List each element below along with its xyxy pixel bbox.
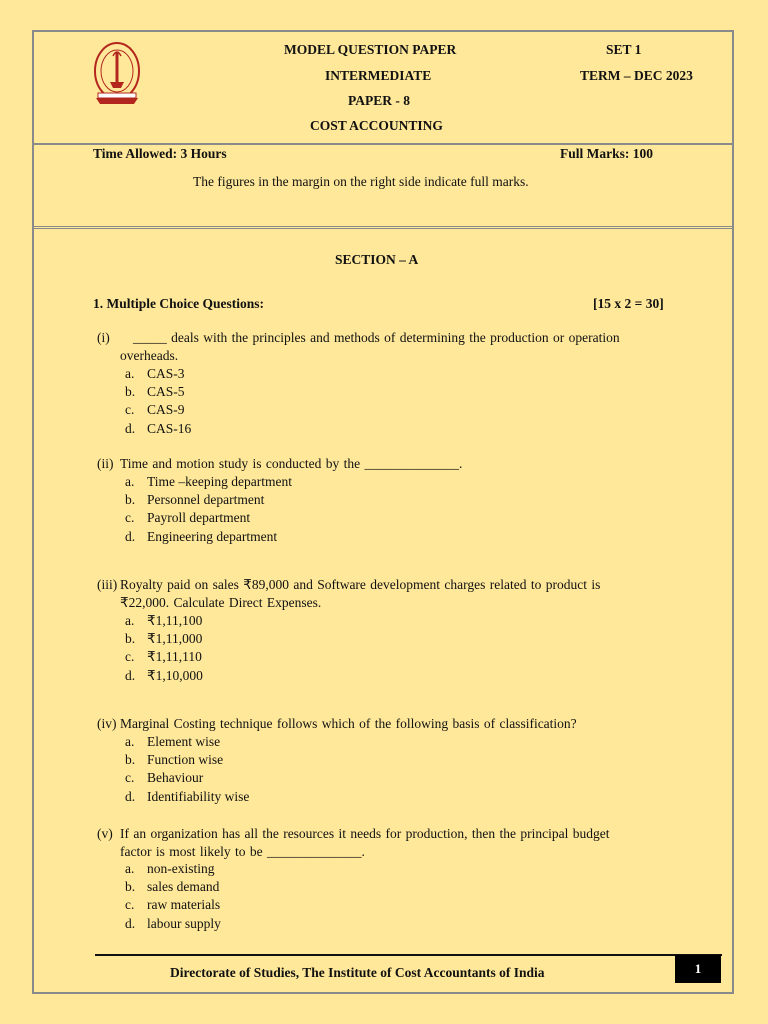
answer-option <box>125 510 250 526</box>
answer-option <box>125 492 264 508</box>
question-text: factor is most likely to be ______________. <box>120 844 365 859</box>
time-allowed: Time Allowed: 3 Hours <box>93 146 227 161</box>
option-text: Time –keeping department <box>147 474 292 489</box>
option-letter: a. <box>125 734 135 749</box>
footer-rule <box>95 954 722 956</box>
answer-option <box>125 384 185 400</box>
subject-title: COST ACCOUNTING <box>310 118 443 133</box>
option-letter: b. <box>125 752 136 768</box>
option-letter: c. <box>125 510 135 526</box>
option-text: ₹1,10,000 <box>147 667 203 683</box>
option-text: Engineering department <box>147 528 278 544</box>
question-text: Royalty paid on sales ₹89,000 and Software development charges related to product is <box>120 577 601 592</box>
option-letter: a. <box>125 474 135 489</box>
option-text: sales demand <box>147 879 220 895</box>
option-text: Payroll department <box>147 510 251 526</box>
answer-option <box>125 402 185 418</box>
option-letter: b. <box>125 492 136 508</box>
option-text: ₹1,11,110 <box>147 649 202 665</box>
answer-option <box>125 734 220 750</box>
option-letter: d. <box>125 788 136 804</box>
option-letter: d. <box>125 667 136 683</box>
option-letter: c. <box>125 649 135 665</box>
option-letter: d. <box>125 915 136 931</box>
answer-option <box>125 474 292 490</box>
paper-title: MODEL QUESTION PAPER <box>284 42 457 57</box>
option-letter: b. <box>125 879 136 895</box>
option-text: ₹1,11,000 <box>147 631 203 647</box>
option-text: non-existing <box>147 861 215 876</box>
option-letter: d. <box>125 528 136 544</box>
option-text: Element wise <box>147 734 221 749</box>
level-label: INTERMEDIATE <box>325 68 432 83</box>
full-marks: Full Marks: 100 <box>560 146 653 161</box>
question-text: If an organization has all the resources it needs for production, then the principal budget <box>120 826 610 841</box>
question-number: (v) <box>97 826 113 841</box>
answer-option <box>125 613 202 629</box>
question-text: _____ deals with the principles and methods of determining the production or operation <box>133 330 620 345</box>
answer-option <box>125 916 221 932</box>
answer-option <box>125 770 203 786</box>
instructions-note: The figures in the margin on the right side indicate full marks. <box>193 174 529 189</box>
instructions-divider <box>32 226 734 229</box>
option-letter: a. <box>125 861 135 876</box>
option-text: Identifiability wise <box>147 788 250 804</box>
option-letter: d. <box>125 420 136 436</box>
question-number: (iii) <box>97 577 118 592</box>
option-text: Personnel department <box>147 492 265 508</box>
option-text: CAS-5 <box>147 384 185 400</box>
option-letter: c. <box>125 897 135 913</box>
term-label: TERM – DEC 2023 <box>580 68 693 83</box>
option-letter: b. <box>125 631 136 647</box>
option-text: CAS-3 <box>147 366 185 381</box>
question-1-label: 1. Multiple Choice Questions: <box>93 296 264 311</box>
option-text: raw materials <box>147 897 221 913</box>
answer-option <box>125 789 249 805</box>
footer-text: Directorate of Studies, The Institute of Cost Accountants of India <box>170 965 545 980</box>
answer-option <box>125 366 185 382</box>
question-text: overheads. <box>120 348 179 363</box>
question-number: (iv) <box>97 716 117 731</box>
option-letter: b. <box>125 384 136 400</box>
set-label: SET 1 <box>606 42 642 57</box>
answer-option <box>125 897 220 913</box>
question-text: Time and motion study is conducted by the ______________. <box>120 456 463 471</box>
icmai-emblem-logo <box>90 38 144 112</box>
option-letter: c. <box>125 402 135 418</box>
question-1-marks: [15 x 2 = 30] <box>593 296 664 311</box>
option-text: Function wise <box>147 752 224 768</box>
answer-option <box>125 631 202 647</box>
option-text: CAS-9 <box>147 402 185 418</box>
answer-option <box>125 879 219 895</box>
answer-option <box>125 649 202 665</box>
answer-option <box>125 421 191 437</box>
answer-option <box>125 861 215 877</box>
option-text: CAS-16 <box>147 420 192 436</box>
answer-option <box>125 752 223 768</box>
question-text: Marginal Costing technique follows which of the following basis of classification? <box>120 716 577 731</box>
option-text: labour supply <box>147 915 221 931</box>
option-text: ₹1,11,100 <box>147 613 203 628</box>
question-text: ₹22,000. Calculate Direct Expenses. <box>120 595 322 610</box>
question-number: (ii) <box>97 456 114 471</box>
option-letter: a. <box>125 366 135 381</box>
question-number: (i) <box>97 330 110 345</box>
answer-option <box>125 668 203 684</box>
answer-option <box>125 529 277 545</box>
option-letter: c. <box>125 770 135 786</box>
section-title: SECTION – A <box>335 252 419 267</box>
option-letter: a. <box>125 613 135 628</box>
paper-number: PAPER - 8 <box>348 93 410 108</box>
page-number: 1 <box>675 955 721 983</box>
header-divider <box>32 143 734 145</box>
option-text: Behaviour <box>147 770 204 786</box>
